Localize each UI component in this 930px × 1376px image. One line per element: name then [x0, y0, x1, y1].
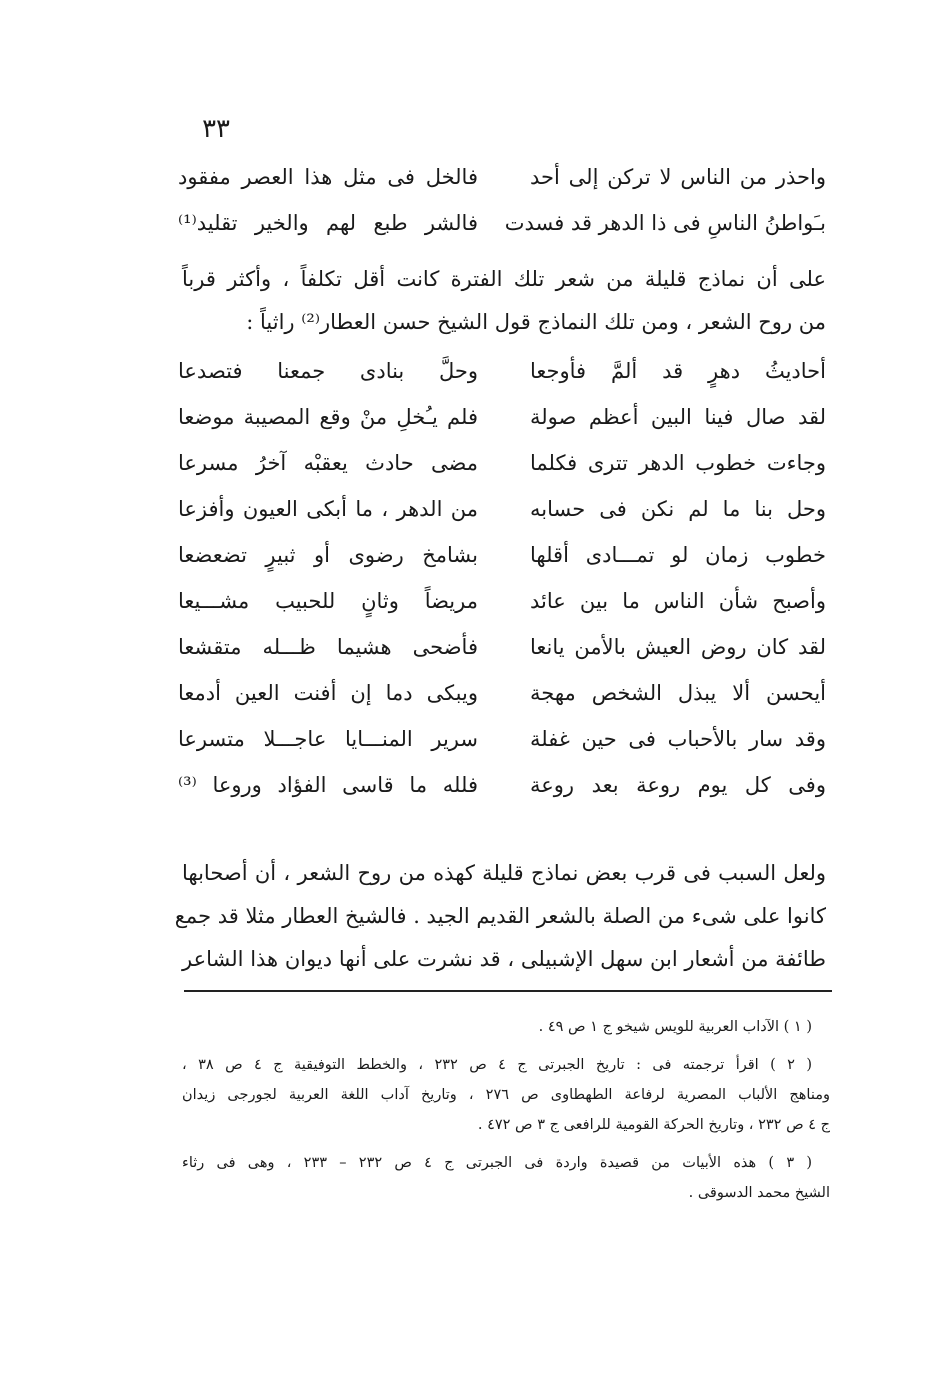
verse-second-hemistich: فأضحى هشيما ظـــله متقشعا: [178, 635, 478, 659]
verse-line: [176, 578, 826, 624]
verse-first-hemistich: واحذر من الناس لا تركن إلى أحد: [530, 165, 826, 189]
verse-first-hemistich: وأصبح شأن الناس ما بين عائد: [530, 589, 826, 613]
elegy-verses: [176, 348, 826, 808]
paragraph-line: من روح الشعر ، ومن تلك النماذج قول الشيخ حسن العطار⁽²⁾ راثياً :: [246, 310, 826, 334]
verse-line: [176, 394, 826, 440]
verse-line: [176, 486, 826, 532]
verse-second-hemistich: وحلَّ بنادى جمعنا فتصدعا: [178, 359, 478, 383]
verse-second-hemistich: فالشر طبع لهم والخير تقليد⁽¹⁾: [178, 211, 478, 235]
verse-second-hemistich: ويبكى دما إن أفنت العين أدمعا: [178, 681, 478, 705]
page-number: ٣٣: [202, 114, 230, 144]
verse-first-hemistich: وجاءت خطوب الدهر تترى فكلما: [530, 451, 826, 475]
footnote-divider: [184, 990, 832, 992]
verse-line: [176, 348, 826, 394]
verse-second-hemistich: فلله ما قاسى الفؤاد وروعا ⁽³⁾: [178, 773, 478, 797]
verse-first-hemistich: خطوب زمان لو تمـــادى أقلها: [530, 543, 826, 567]
verse-line: [176, 716, 826, 762]
intro-paragraph: [182, 258, 826, 344]
footnote-2-line: ( ٢ ) اقرأ ترجمته فى : تاريخ الجبرتى ج ٤ ص ٢٣٢ ، والخطط التوفيقية ج ٤ ص ٣٨ ،: [182, 1057, 813, 1073]
verse-second-hemistich: فلم يـُخلِ منْ وقع المصيبة موضعا: [178, 405, 478, 429]
verse-first-hemistich: لقد صال فينا البين أعظم صولة: [530, 405, 826, 429]
verse-first-hemistich: بـَواطنُ الناسِ فى ذا الدهر قد فسدت: [504, 211, 826, 235]
verse-first-hemistich: وفى كل يوم روعة بعد روعة: [530, 773, 826, 797]
opening-verses: [176, 154, 826, 246]
verse-first-hemistich: وقد سار بالأحباب فى حين غفلة: [530, 727, 826, 751]
verse-second-hemistich: من الدهر ، ما أبكى العيون وأفزعا: [178, 497, 478, 521]
verse-second-hemistich: مضى حادث يعقبْه آخرُ مسرعا: [178, 451, 478, 475]
verse-line: [176, 200, 826, 246]
footnote-2-line: ج ٤ ص ٢٣٢ ، وتاريخ الحركة القومية للرافعى ج ٣ ص ٤٧٢ .: [477, 1117, 830, 1133]
verse-line: [176, 154, 826, 200]
closing-paragraph: [174, 852, 826, 981]
verse-second-hemistich: مريضاً وثانٍ للحبيب مشـــيعا: [178, 589, 478, 613]
verse-second-hemistich: فالخل فى مثل هذا العصر مفقود: [178, 165, 478, 189]
verse-line: [176, 624, 826, 670]
paragraph-line: طائفة من أشعار ابن سهل الإشبيلى ، قد نشرت على أنها ديوان هذا الشاعر: [182, 947, 826, 971]
verse-line: [176, 762, 826, 808]
paragraph-line: على أن نماذج قليلة من شعر تلك الفترة كانت أقل تكلفاً ، وأكثر قرباً: [182, 267, 826, 291]
footnote-3-line: الشيخ محمد الدسوقى .: [688, 1185, 830, 1201]
verse-line: [176, 670, 826, 716]
verse-first-hemistich: وحل بنا ما لم نكن فى حسابه: [530, 497, 826, 521]
verse-first-hemistich: لقد كان روض العيش بالأمن يانعا: [530, 635, 826, 659]
paragraph-line: كانوا على شىء من الصلة بالشعر القديم الجيد . فالشيخ العطار مثلا قد جمع: [174, 904, 826, 928]
paragraph-line: ولعل السبب فى قرب بعض نماذج قليلة كهذه من روح الشعر ، أن أصحابها: [182, 861, 826, 885]
verse-second-hemistich: بشامخ رضوى أو ثبيرٍ تضعضعا: [178, 543, 478, 567]
footnote-1: ( ١ ) الآداب العربية للويس شيخو ج ١ ص ٤٩ .: [538, 1019, 812, 1035]
verse-first-hemistich: أيحسن ألا يبذل الشخص مهجة: [530, 681, 826, 705]
verse-line: [176, 532, 826, 578]
footnote-2-line: ومناهج الألباب المصرية لرفاعة الطهطاوى ص ٢٧٦ ، وتاريخ آداب اللغة العربية لجورجى زيدان: [182, 1087, 830, 1103]
verse-line: [176, 440, 826, 486]
footnote-3-line: ( ٣ ) هذه الأبيات من قصيدة واردة فى الجبرتى ج ٤ ص ٢٣٢ – ٢٣٣ ، وهى فى رثاء: [182, 1155, 813, 1171]
verse-second-hemistich: سرير المنـــايا عاجـــلا متسرعا: [178, 727, 478, 751]
verse-first-hemistich: أحاديثُ دهرٍ قد ألمَّ فأوجعا: [530, 359, 826, 383]
footnotes: [182, 1012, 830, 1208]
